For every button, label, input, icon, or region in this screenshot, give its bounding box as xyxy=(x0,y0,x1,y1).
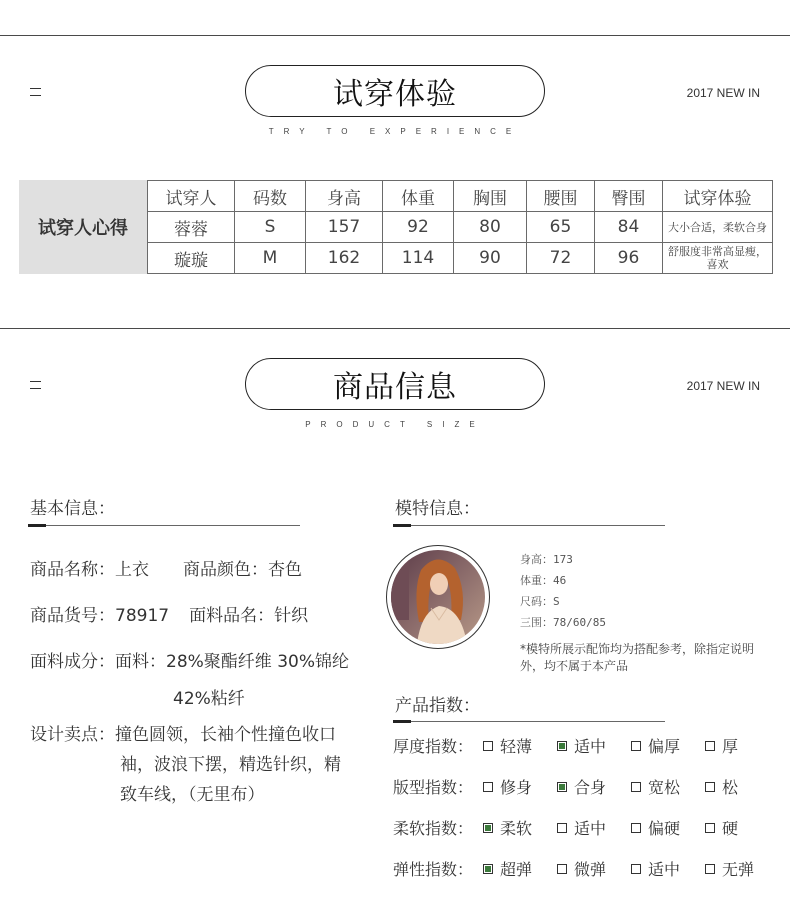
table-cell: 大小合适，柔软合身 xyxy=(663,212,773,243)
info-row-sku xyxy=(30,601,308,626)
info-value: 面料：28%聚酯纤维 30%锦纶 xyxy=(115,652,349,672)
heading-underline xyxy=(393,525,665,526)
index-option[interactable] xyxy=(557,857,631,880)
table-header-row xyxy=(148,181,773,212)
info-label: 面料成分： xyxy=(30,652,115,672)
header-cell: 胸围 xyxy=(454,181,527,212)
index-option[interactable] xyxy=(483,857,557,880)
table-row xyxy=(148,243,773,274)
checkbox-icon[interactable] xyxy=(483,782,493,792)
header-cell: 试穿人 xyxy=(148,181,235,212)
section-title-text: 商品信息 xyxy=(333,370,457,405)
section-title-text: 试穿体验 xyxy=(333,77,457,112)
index-option[interactable] xyxy=(631,857,705,880)
table-cell: 84 xyxy=(595,212,663,243)
table-cell: 114 xyxy=(383,243,454,274)
model-photo xyxy=(391,550,485,644)
index-label: 弹性指数： xyxy=(393,860,474,879)
info-design-cont: 袖，波浪下摆，精选针织，精 xyxy=(120,755,341,775)
index-option[interactable] xyxy=(557,816,631,839)
info-label: 商品颜色： xyxy=(183,560,268,580)
checkbox-icon[interactable] xyxy=(631,864,641,874)
info-label: 商品名称： xyxy=(30,560,115,580)
model-info-heading: 模特信息： xyxy=(395,499,480,519)
model-size: 尺码：S xyxy=(520,595,560,608)
info-value: 78917 xyxy=(115,606,170,626)
index-row xyxy=(393,857,779,880)
index-option[interactable] xyxy=(557,775,631,798)
info-value: 撞色圆领，长袖个性撞色收口 xyxy=(115,725,336,745)
option-label: 修身 xyxy=(500,778,533,797)
index-option[interactable] xyxy=(631,816,705,839)
checkbox-icon[interactable] xyxy=(557,864,567,874)
option-label: 柔软 xyxy=(500,819,533,838)
middle-divider xyxy=(0,328,790,329)
section-subtitle: TRY TO EXPERIENCE xyxy=(268,127,522,136)
heading-underline xyxy=(28,525,300,526)
section-subtitle: PRODUCT SIZE xyxy=(305,420,485,429)
header-cell: 码数 xyxy=(235,181,306,212)
checkbox-icon[interactable] xyxy=(705,782,715,792)
index-option[interactable] xyxy=(483,775,557,798)
option-label: 适中 xyxy=(574,819,607,838)
checkbox-icon[interactable] xyxy=(483,741,493,751)
option-label: 微弹 xyxy=(574,860,607,879)
option-label: 偏厚 xyxy=(648,737,681,756)
info-label: 设计卖点： xyxy=(30,725,115,745)
option-label: 偏硬 xyxy=(648,819,681,838)
model-note: *模特所展示配饰均为搭配参考，除指定说明外，均不属于本产品 xyxy=(520,642,755,673)
table-cell: 157 xyxy=(306,212,383,243)
option-label: 适中 xyxy=(648,860,681,879)
option-label: 适中 xyxy=(574,737,607,756)
top-divider xyxy=(0,35,790,36)
checkbox-icon[interactable] xyxy=(631,823,641,833)
header-cell: 腰围 xyxy=(527,181,595,212)
option-label: 超弹 xyxy=(500,860,533,879)
checked-checkbox-icon[interactable] xyxy=(483,864,493,874)
table-cell: 162 xyxy=(306,243,383,274)
table-cell: M xyxy=(235,243,306,274)
checked-checkbox-icon[interactable] xyxy=(483,823,493,833)
checkbox-icon[interactable] xyxy=(631,741,641,751)
table-cell: 璇璇 xyxy=(148,243,235,274)
table-cell: 舒服度非常高显瘦，喜欢 xyxy=(663,243,773,274)
info-value: 针织 xyxy=(274,606,309,626)
header-cell: 体重 xyxy=(383,181,454,212)
trial-label: 试穿人心得 xyxy=(19,180,147,274)
header-cell: 试穿体验 xyxy=(663,181,773,212)
index-option[interactable] xyxy=(705,816,779,839)
decorative-mark xyxy=(30,88,41,102)
info-value: 上衣 xyxy=(115,560,149,580)
product-index-heading: 产品指数： xyxy=(395,696,480,716)
option-label: 轻薄 xyxy=(500,737,533,756)
section-title-trial xyxy=(245,65,545,117)
index-option[interactable] xyxy=(483,816,557,839)
table-cell: 92 xyxy=(383,212,454,243)
info-label: 商品货号： xyxy=(30,606,115,626)
index-label: 厚度指数： xyxy=(393,737,474,756)
checkbox-icon[interactable] xyxy=(631,782,641,792)
option-label: 合身 xyxy=(574,778,607,797)
index-row xyxy=(393,734,779,757)
table-cell: 90 xyxy=(454,243,527,274)
index-option[interactable] xyxy=(705,857,779,880)
checkbox-icon[interactable] xyxy=(557,823,567,833)
option-label: 硬 xyxy=(722,819,739,838)
model-measurements: 三围：78/60/85 xyxy=(520,616,606,629)
header-cell: 身高 xyxy=(306,181,383,212)
checkbox-icon[interactable] xyxy=(705,823,715,833)
header-cell: 臀围 xyxy=(595,181,663,212)
info-row-design xyxy=(30,720,336,745)
info-composition-cont: 42%粘纤 xyxy=(173,689,245,709)
checkbox-icon[interactable] xyxy=(705,741,715,751)
index-option[interactable] xyxy=(705,734,779,757)
option-label: 松 xyxy=(722,778,739,797)
model-avatar xyxy=(386,545,490,649)
option-label: 厚 xyxy=(722,737,739,756)
table-cell: 96 xyxy=(595,243,663,274)
checked-checkbox-icon[interactable] xyxy=(557,741,567,751)
info-row-name xyxy=(30,555,302,580)
info-value: 杏色 xyxy=(268,560,302,580)
index-option[interactable] xyxy=(631,734,705,757)
section-title-product xyxy=(245,358,545,410)
checkbox-icon[interactable] xyxy=(705,864,715,874)
index-row xyxy=(393,816,779,839)
checked-checkbox-icon[interactable] xyxy=(557,782,567,792)
index-option[interactable] xyxy=(705,775,779,798)
new-in-badge: 2017 NEW IN xyxy=(686,379,760,393)
table-cell: 72 xyxy=(527,243,595,274)
table-cell: 65 xyxy=(527,212,595,243)
table-row xyxy=(148,212,773,243)
table-cell: 80 xyxy=(454,212,527,243)
basic-info-heading: 基本信息： xyxy=(30,499,115,519)
index-option[interactable] xyxy=(557,734,631,757)
model-height: 身高：173 xyxy=(520,553,573,566)
option-label: 无弹 xyxy=(722,860,755,879)
index-row xyxy=(393,775,779,798)
new-in-badge: 2017 NEW IN xyxy=(686,86,760,100)
model-weight: 体重：46 xyxy=(520,574,567,587)
index-label: 版型指数： xyxy=(393,778,474,797)
index-option[interactable] xyxy=(483,734,557,757)
index-label: 柔软指数： xyxy=(393,819,474,838)
heading-underline xyxy=(393,721,665,722)
table-cell: 蓉蓉 xyxy=(148,212,235,243)
info-label: 面料品名： xyxy=(189,606,275,626)
trial-table xyxy=(147,180,773,274)
option-label: 宽松 xyxy=(648,778,681,797)
table-cell: S xyxy=(235,212,306,243)
info-design-cont: 致车线，（无里布） xyxy=(120,785,265,805)
info-row-composition xyxy=(30,647,349,672)
index-option[interactable] xyxy=(631,775,705,798)
decorative-mark xyxy=(30,381,41,395)
